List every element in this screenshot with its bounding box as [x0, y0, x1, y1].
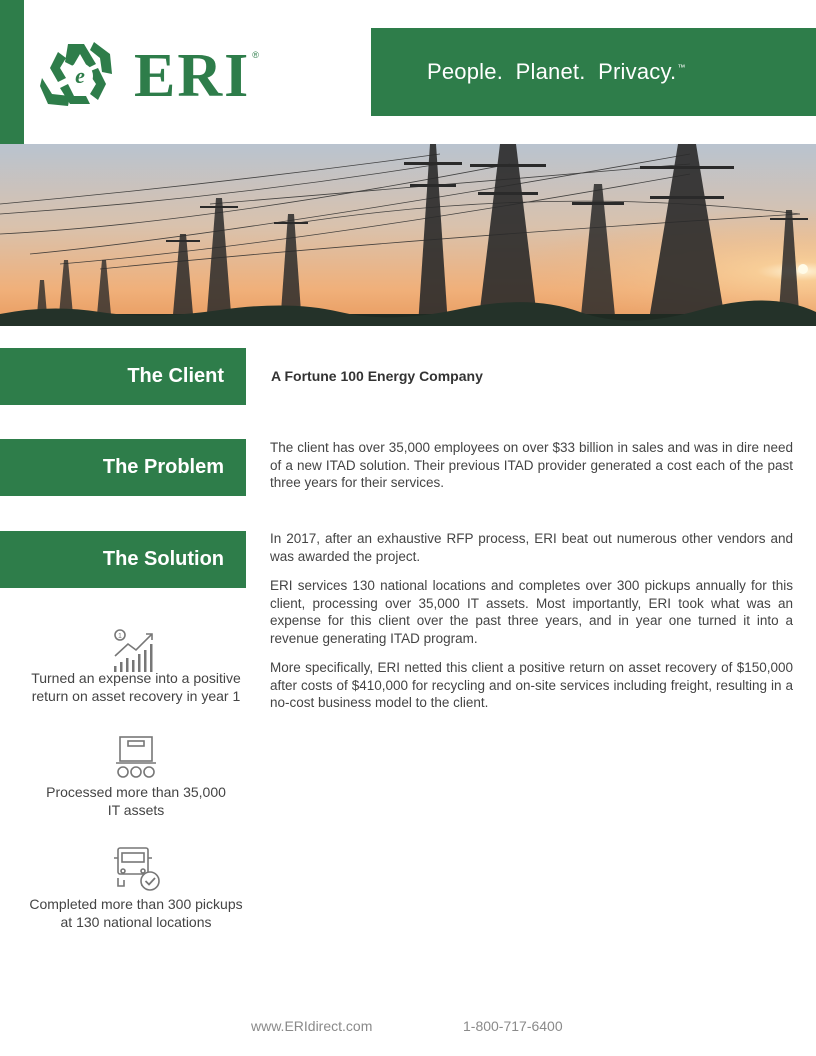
- problem-paragraph: [270, 439, 793, 504]
- client-label-banner: [0, 348, 246, 405]
- problem-label-banner: [0, 439, 246, 496]
- truck-check-icon: [110, 844, 162, 892]
- footer-website[interactable]: www.ERIdirect.com: [251, 1018, 373, 1034]
- recycle-e-logo-icon: [40, 38, 120, 114]
- conveyor-box-icon: [110, 734, 162, 782]
- solution-paragraphs: [270, 530, 793, 724]
- problem-text: The client has over 35,000 employees on over $33 billion in sales and was in dire need of a new ITAD solution. Their previous ITAD provider generated a cost each of the past three years for their services.: [270, 440, 793, 490]
- logo-text: ERI: [134, 42, 251, 110]
- client-label: The Client: [127, 365, 224, 387]
- growth-chart-icon: [110, 626, 162, 674]
- stat-1-line-1: Turned an expense into a positive: [31, 670, 241, 686]
- registered-mark: ®: [252, 50, 261, 60]
- logo-wordmark: [134, 42, 261, 110]
- solution-label-banner: [0, 531, 246, 588]
- eri-logo[interactable]: [40, 36, 261, 116]
- hero-image-power-lines: [0, 144, 816, 326]
- stat-1-line-2: return on asset recovery in year 1: [31, 688, 241, 704]
- client-description: A Fortune 100 Energy Company: [271, 368, 483, 384]
- svg-text:e: e: [75, 63, 85, 88]
- tagline-banner: [371, 28, 816, 116]
- stat-3-line-1: Completed more than 300 pickups: [29, 896, 243, 912]
- trademark-mark: ™: [677, 63, 686, 72]
- stat-2-line-2: IT assets: [107, 802, 165, 818]
- stat-it-assets: [16, 783, 256, 819]
- tagline-text: People. Planet. Privacy.: [427, 59, 677, 84]
- solution-paragraph-1: In 2017, after an exhaustive RFP process, ERI beat out numerous other vendors and was awarded the project.: [270, 531, 793, 564]
- svg-text:1: 1: [118, 633, 122, 640]
- stat-3-line-2: at 130 national locations: [60, 914, 212, 930]
- problem-label: The Problem: [102, 456, 224, 478]
- footer-phone[interactable]: 1-800-717-6400: [463, 1018, 563, 1034]
- stat-2-line-1: Processed more than 35,000: [46, 784, 226, 800]
- tagline-wrap: [399, 59, 686, 85]
- solution-paragraph-3: More specifically, ERI netted this client a positive return on asset recovery of $150,000 after costs of $410,000 for recycling and on-site services including freight, resulting in a no-cost business model to the client.: [270, 660, 793, 710]
- solution-label: The Solution: [102, 548, 224, 570]
- stat-pickups: [16, 895, 256, 931]
- stat-expense-return: [16, 669, 256, 705]
- power-lines-illustration: [0, 144, 816, 326]
- solution-paragraph-2: ERI services 130 national locations and completes over 300 pickups annually for this client, processing over 35,000 IT assets. Most importantly, ERI took what was an expense for this client over the past three years, and in year one turned it into a revenue generating ITAD program.: [270, 578, 793, 646]
